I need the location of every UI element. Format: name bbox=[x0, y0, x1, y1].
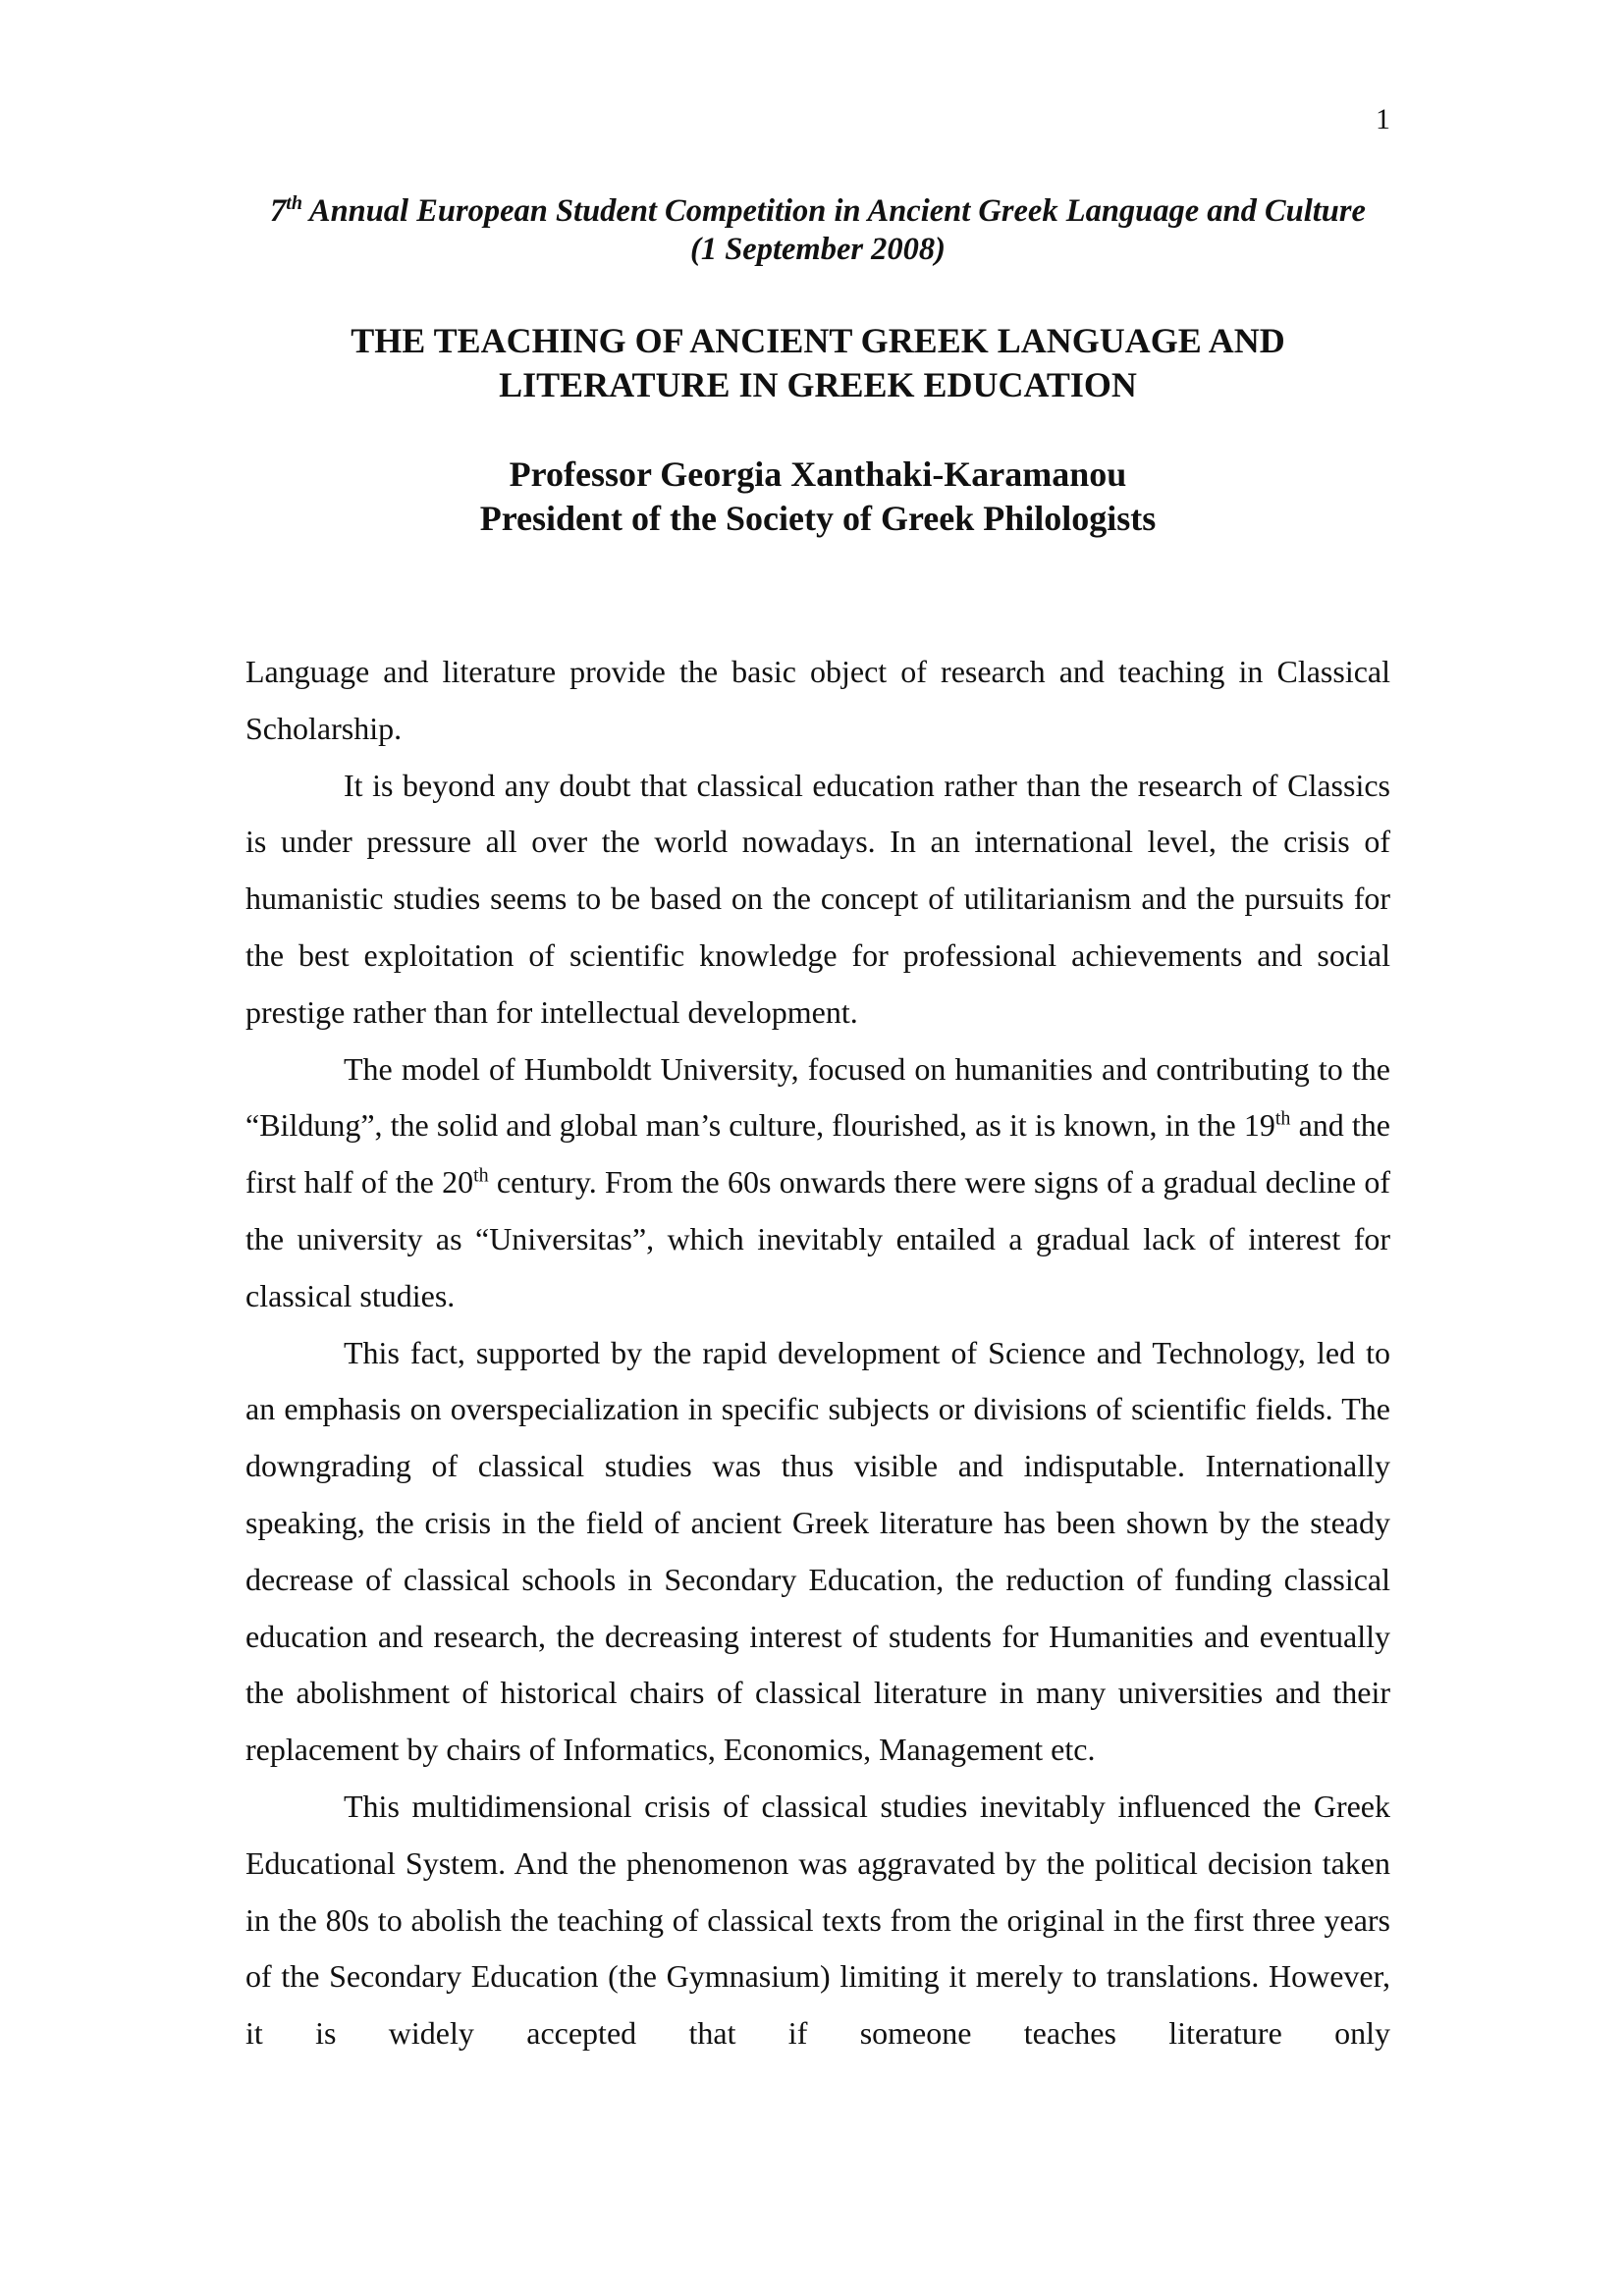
paragraph-1: Language and literature provide the basic object of research and teaching in Classical Scholarship. bbox=[245, 654, 1390, 746]
paragraph-4: This fact, supported by the rapid development of Science and Technology, led to an emphasis on overspecialization in specific subjects or divisions of scientific fields. The downgrading of classical studies was thus visible and indisputable. Internationally speaking, the crisis in the field of ancient Greek literature has been shown by the steady decrease of classical schools in Secondary Education, the reduction of funding classical education and research, the decreasing interest of students for Humanities and eventually the abolishment of historical chairs of classical literature in many universities and their replacement by chairs of Informatics, Economics, Management etc. bbox=[245, 1334, 1390, 1768]
ordinal-suffix-19th: th bbox=[1274, 1107, 1291, 1130]
title-line-2: LITERATURE IN GREEK EDUCATION bbox=[499, 365, 1137, 404]
paragraph-5: This multidimensional crisis of classical studies inevitably influenced the Greek Educational System. And the phenomenon was aggravated by the political decision taken in the 80s to abolish the teaching of classical texts from the original in the first three years of the Secondary Education (the Gymnasium) limiting it merely to translations. However, it is widely accepted that if someone teaches literature only bbox=[245, 1788, 1390, 2052]
title-line-1: THE TEACHING OF ANCIENT GREEK LANGUAGE AND bbox=[351, 321, 1285, 360]
paragraph-3-part-b: and the first half of the 20 bbox=[245, 1107, 1391, 1201]
ordinal-suffix-20th: th bbox=[473, 1164, 489, 1187]
paragraph-3 bbox=[245, 1041, 1390, 1325]
paragraph-3-part-c: century. From the 60s onwards there were signs of a gradual decline of the university as “Universitas”, which inevitably entailed a gradual lack of interest for classical studies. bbox=[245, 1164, 1391, 1313]
paragraph-3-part-a: The model of Humboldt University, focused on humanities and contributing to the “Bildung”, the solid and global man’s culture, flourished, as it is known, in the 19 bbox=[245, 1050, 1390, 1144]
ordinal-suffix: th bbox=[286, 192, 302, 215]
ordinal-number: 7 bbox=[270, 193, 287, 229]
document-title bbox=[245, 319, 1390, 407]
page-number: 1 bbox=[1376, 103, 1390, 135]
competition-header bbox=[245, 192, 1390, 269]
competition-date: (1 September 2008) bbox=[690, 232, 946, 267]
body-text bbox=[245, 644, 1390, 2062]
author-affiliation: President of the Society of Greek Philologists bbox=[479, 499, 1157, 538]
author-name: Professor Georgia Xanthaki-Karamanou bbox=[509, 454, 1127, 494]
paragraph-2: It is beyond any doubt that classical education rather than the research of Classics is under pressure all over the world nowadays. In an international level, the crisis of humanistic studies seems to be based on the concept of utilitarianism and the pursuits for the best exploitation of scientific knowledge for professional achievements and social prestige rather than for intellectual development. bbox=[245, 767, 1390, 1030]
competition-name: Annual European Student Competition in Ancient Greek Language and Culture bbox=[301, 193, 1366, 229]
competition-line bbox=[245, 192, 1390, 231]
author-block bbox=[245, 453, 1390, 541]
